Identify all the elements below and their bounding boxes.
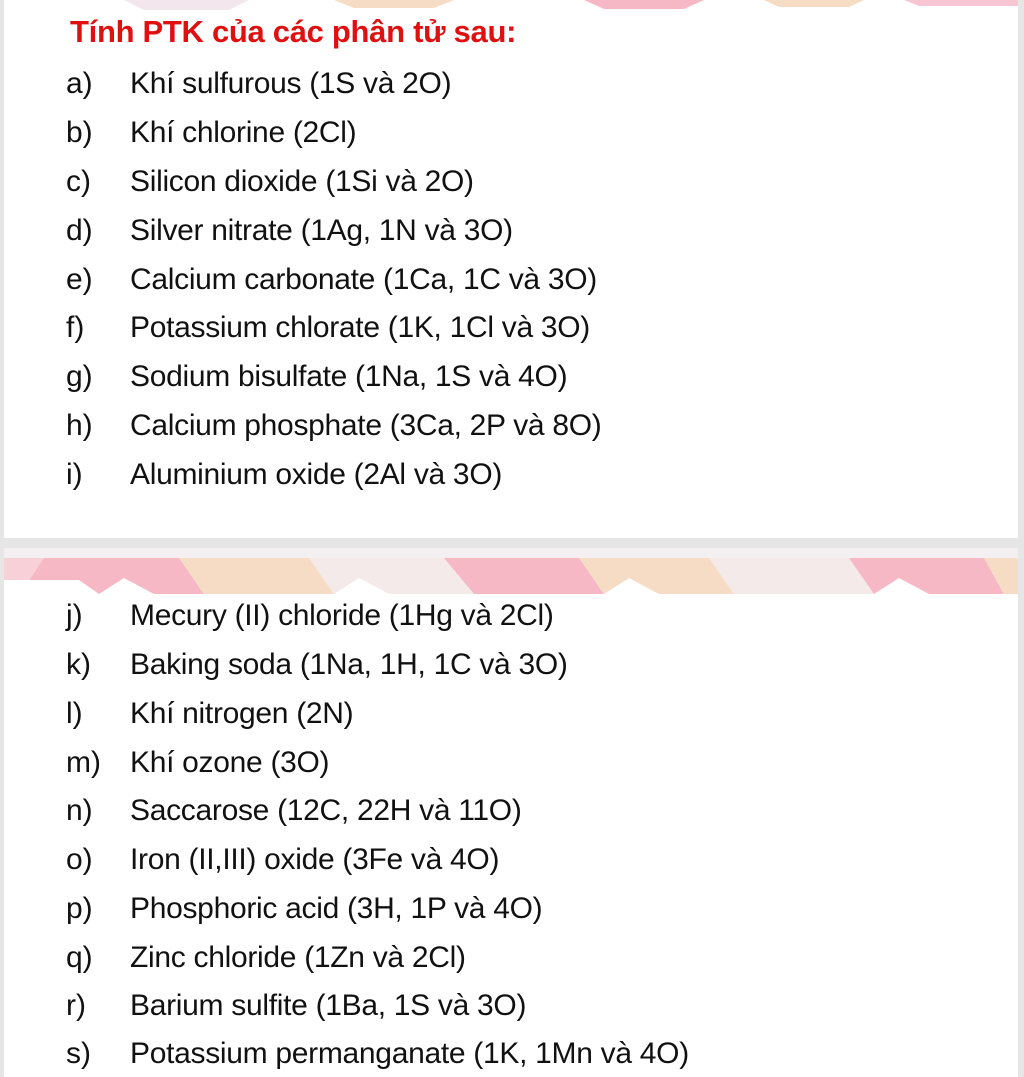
item-text: Potassium permanganate (1K, 1Mn và 4O): [130, 1037, 689, 1070]
item-letter: c): [66, 165, 91, 198]
slide-panel-bottom: [4, 548, 1018, 1077]
item-letter: r): [66, 989, 86, 1022]
item-text: Silicon dioxide (1Si và 2O): [130, 165, 474, 198]
item-letter: l): [66, 697, 83, 730]
list-item: [4, 406, 1004, 446]
list-item: [4, 64, 1004, 104]
item-letter: f): [66, 311, 85, 344]
decorative-zigzag-band: [4, 548, 1018, 598]
list-item: [4, 596, 1004, 636]
list-item: [4, 1034, 1004, 1074]
list-item: [4, 357, 1004, 397]
item-letter: q): [66, 941, 93, 974]
item-letter: m): [66, 746, 101, 779]
item-text: Saccarose (12C, 22H và 11O): [130, 794, 522, 827]
list-item: [4, 645, 1004, 685]
item-text: Khí nitrogen (2N): [130, 697, 354, 730]
item-letter: b): [66, 116, 93, 149]
item-letter: h): [66, 409, 93, 442]
item-letter: s): [66, 1037, 91, 1070]
item-letter: e): [66, 263, 93, 296]
item-text: Aluminium oxide (2Al và 3O): [130, 458, 503, 491]
item-letter: k): [66, 648, 91, 681]
item-text: Zinc chloride (1Zn và 2Cl): [130, 941, 466, 974]
item-text: Baking soda (1Na, 1H, 1C và 3O): [130, 648, 568, 681]
item-text: Phosphoric acid (3H, 1P và 4O): [130, 892, 543, 925]
list-item: [4, 743, 1004, 783]
item-text: Iron (II,III) oxide (3Fe và 4O): [130, 843, 500, 876]
list-item: [4, 840, 1004, 880]
item-letter: a): [66, 67, 93, 100]
list-item: [4, 162, 1004, 202]
item-text: Silver nitrate (1Ag, 1N và 3O): [130, 214, 513, 247]
item-letter: n): [66, 794, 93, 827]
item-letter: g): [66, 360, 93, 393]
item-letter: i): [66, 458, 83, 491]
item-text: Khí chlorine (2Cl): [130, 116, 357, 149]
page-title: Tính PTK của các phân tử sau:: [70, 14, 517, 49]
list-item: [4, 791, 1004, 831]
list-item: [4, 308, 1004, 348]
item-letter: o): [66, 843, 93, 876]
list-item: [4, 889, 1004, 929]
list-item: [4, 694, 1004, 734]
item-text: Calcium phosphate (3Ca, 2P và 8O): [130, 409, 602, 442]
item-text: Barium sulfite (1Ba, 1S và 3O): [130, 989, 527, 1022]
item-text: Khí sulfurous (1S và 2O): [130, 67, 452, 100]
item-text: Mecury (II) chloride (1Hg và 2Cl): [130, 599, 554, 632]
list-item: [4, 455, 1004, 495]
list-item: [4, 260, 1004, 300]
decorative-top-band: [4, 0, 1018, 12]
item-text: Calcium carbonate (1Ca, 1C và 3O): [130, 263, 597, 296]
item-letter: d): [66, 214, 93, 247]
list-item: [4, 113, 1004, 153]
item-letter: p): [66, 892, 93, 925]
item-text: Potassium chlorate (1K, 1Cl và 3O): [130, 311, 590, 344]
item-text: Khí ozone (3O): [130, 746, 330, 779]
slide-panel-top: [4, 0, 1018, 538]
list-item: [4, 211, 1004, 251]
item-text: Sodium bisulfate (1Na, 1S và 4O): [130, 360, 568, 393]
list-item: [4, 986, 1004, 1026]
list-item: [4, 938, 1004, 978]
item-letter: j): [66, 599, 83, 632]
